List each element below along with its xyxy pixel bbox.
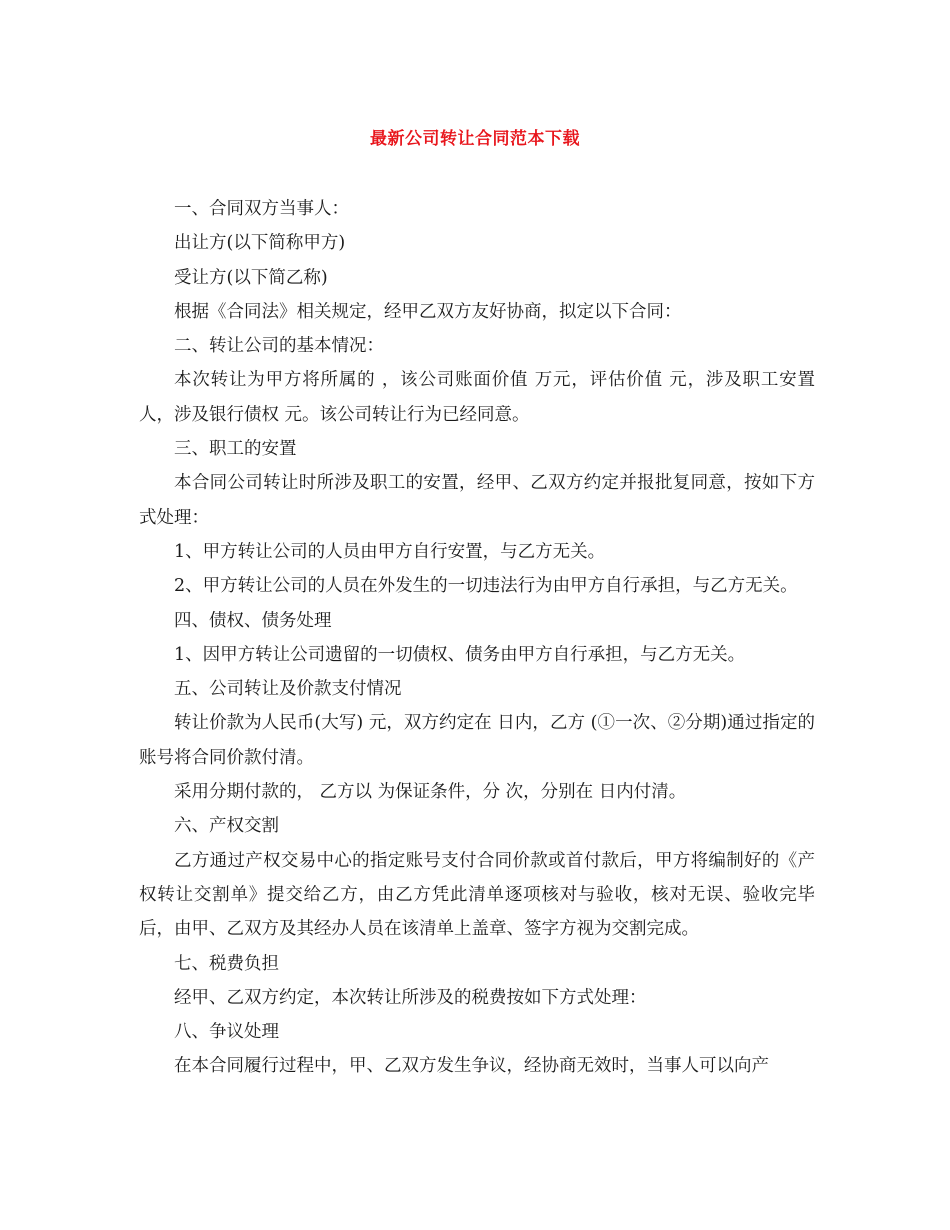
section-heading-disputes: 八、争议处理 xyxy=(174,1022,279,1043)
paragraph-transferee: 受让方(以下简乙称) xyxy=(174,267,328,288)
paragraph-taxes: 经甲、乙双方约定，本次转让所涉及的税费按如下方式处理： xyxy=(174,987,647,1008)
paragraph-transferor: 出让方(以下简称甲方) xyxy=(174,233,346,254)
section-heading-delivery: 六、产权交割 xyxy=(174,816,279,837)
paragraph-basis: 根据《合同法》相关规定，经甲乙双方友好协商，拟定以下合同： xyxy=(174,301,682,322)
section-heading-staff: 三、职工的安置 xyxy=(174,439,297,460)
document-title: 最新公司转让合同范本下载 xyxy=(370,129,580,149)
paragraph-delivery: 乙方通过产权交易中心的指定账号支付合同价款或首付款后，甲方将编制好的《产权转让交割单》提交给乙方，由乙方凭此清单逐项核对与验收，核对无误、验收完毕后，由甲、乙双方及其经办人员在该清单上盖章、签字方视为交割完成。 xyxy=(139,850,815,940)
paragraph-payment: 转让价款为人民币(大写) 元，双方约定在 日内，乙方 (①一次、②分期)通过指定的 账号将合同价款付清。 xyxy=(139,713,815,768)
paragraph-debts-item-1: 1、因甲方转让公司遗留的一切债权、债务由甲方自行承担，与乙方无关。 xyxy=(174,644,746,665)
paragraph-disputes: 在本合同履行过程中，甲、乙双方发生争议，经协商无效时，当事人可以向产 xyxy=(174,1056,769,1077)
paragraph-staff-item-2: 2、甲方转让公司的人员在外发生的一切违法行为由甲方自行承担，与乙方无关。 xyxy=(174,576,798,597)
document-body xyxy=(139,192,815,1084)
section-heading-debts: 四、债权、债务处理 xyxy=(174,610,332,631)
paragraph-staff-item-1: 1、甲方转让公司的人员由甲方自行安置，与乙方无关。 xyxy=(174,541,606,562)
paragraph-staff: 本合同公司转让时所涉及职工的安置，经甲、乙双方约定并报批复同意，按如下方式处理： xyxy=(139,473,815,528)
section-heading-company-info: 二、转让公司的基本情况： xyxy=(174,336,384,357)
paragraph-company-info: 本次转让为甲方将所属的 ，该公司账面价值 万元，评估价值 元，涉及职工安置 人，涉及银行债权 元。该公司转让行为已经同意。 xyxy=(139,370,815,425)
section-heading-taxes: 七、税费负担 xyxy=(174,953,279,974)
section-heading-payment: 五、公司转让及价款支付情况 xyxy=(174,679,402,700)
section-heading-parties: 一、合同双方当事人： xyxy=(174,199,349,219)
paragraph-installment: 采用分期付款的， 乙方以 为保证条件，分 次，分别在 日内付清。 xyxy=(174,782,687,803)
